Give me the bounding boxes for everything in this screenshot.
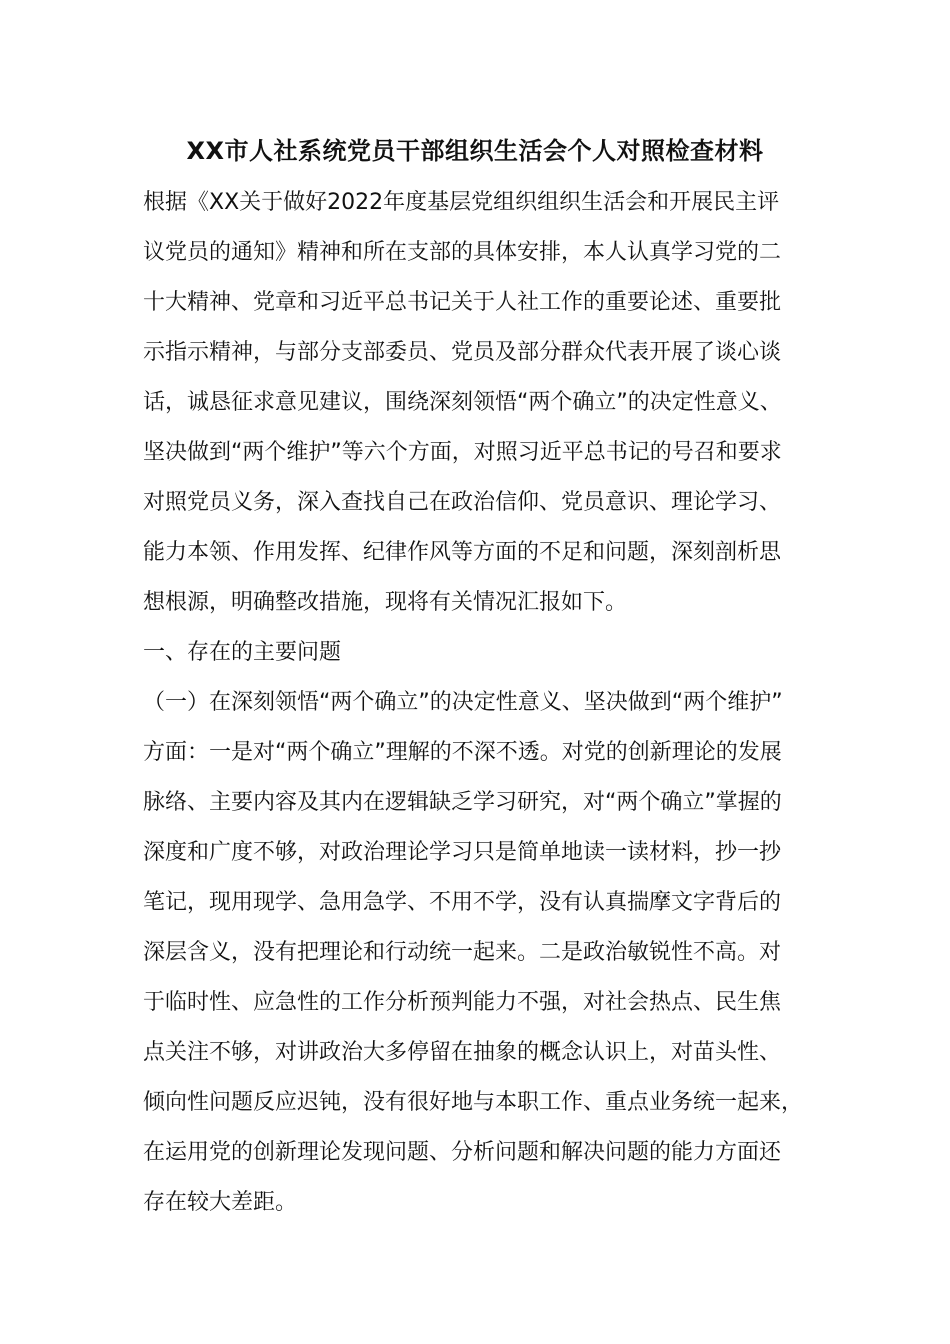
document-title: XX市人社系统党员干部组织生活会个人对照检查材料 bbox=[186, 137, 764, 165]
body-line: 在运用党的创新理论发现问题、分析问题和解决问题的能力方面还 bbox=[143, 1140, 782, 1165]
body-line: 存在较大差距。 bbox=[143, 1190, 298, 1215]
body-line: 示指示精神，与部分支部委员、党员及部分群众代表开展了谈心谈 bbox=[143, 340, 782, 365]
body-line: 想根源，明确整改措施，现将有关情况汇报如下。 bbox=[143, 590, 628, 615]
body-line: 根据《XX关于做好2022年度基层党组织组织生活会和开展民主评 bbox=[143, 190, 780, 215]
body-line: 倾向性问题反应迟钝，没有很好地与本职工作、重点业务统一起来， bbox=[143, 1090, 804, 1115]
body-line: 坚决做到“两个维护”等六个方面，对照习近平总书记的号召和要求 bbox=[143, 440, 782, 465]
body-line: 十大精神、党章和习近平总书记关于人社工作的重要论述、重要批 bbox=[143, 290, 782, 315]
section-heading: 一、存在的主要问题 bbox=[143, 640, 342, 665]
body-line: 能力本领、作用发挥、纪律作风等方面的不足和问题，深刻剖析思 bbox=[143, 540, 782, 565]
body-line: 话，诚恳征求意见建议，围绕深刻领悟“两个确立”的决定性意义、 bbox=[143, 390, 782, 415]
body-line: 深层含义，没有把理论和行动统一起来。二是政治敏锐性不高。对 bbox=[143, 940, 782, 965]
body-line: 脉络、主要内容及其内在逻辑缺乏学习研究，对“两个确立”掌握的 bbox=[143, 790, 782, 815]
body-line: 于临时性、应急性的工作分析预判能力不强，对社会热点、民生焦 bbox=[143, 990, 782, 1015]
body-line: 点关注不够，对讲政治大多停留在抽象的概念认识上，对苗头性、 bbox=[143, 1040, 782, 1065]
document-body bbox=[143, 178, 833, 1228]
body-line: 对照党员义务，深入查找自己在政治信仰、党员意识、理论学习、 bbox=[143, 490, 782, 515]
body-line: 方面：一是对“两个确立”理解的不深不透。对党的创新理论的发展 bbox=[143, 740, 782, 765]
body-line: （一）在深刻领悟“两个确立”的决定性意义、坚决做到“两个维护” bbox=[143, 690, 783, 715]
body-line: 笔记，现用现学、急用急学、不用不学，没有认真揣摩文字背后的 bbox=[143, 890, 782, 915]
body-line: 深度和广度不够，对政治理论学习只是简单地读一读材料，抄一抄 bbox=[143, 840, 782, 865]
body-line: 议党员的通知》精神和所在支部的具体安排，本人认真学习党的二 bbox=[143, 240, 782, 265]
